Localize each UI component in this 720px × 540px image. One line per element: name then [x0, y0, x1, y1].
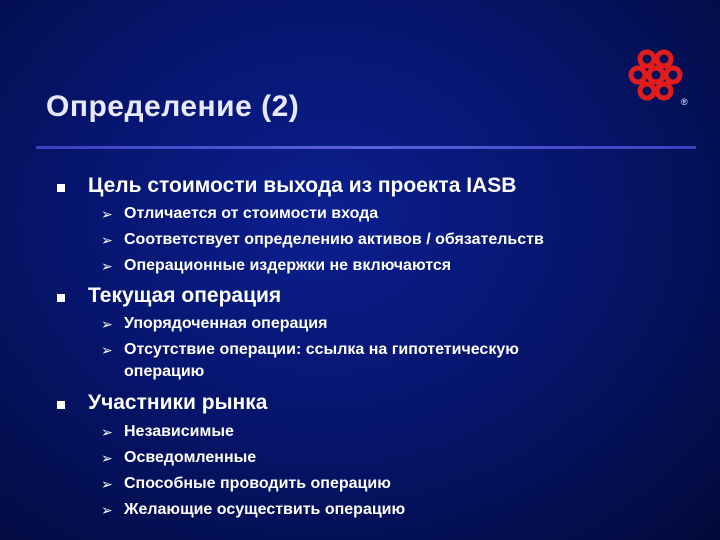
square-bullet-icon [57, 401, 65, 409]
arrow-bullet-icon: ➢ [101, 206, 113, 222]
bullet-1-sub-2: Соответствует определению активов / обязательств [124, 231, 544, 248]
bullet-2-text: Текущая операция [88, 284, 282, 307]
arrow-bullet-icon: ➢ [101, 232, 113, 248]
arrow-bullet-icon: ➢ [101, 450, 113, 466]
square-bullet-icon [57, 294, 65, 302]
bullet-1-text: Цель стоимости выхода из проекта IASB [88, 174, 517, 197]
bullet-3-sub-2: Осведомленные [124, 449, 257, 466]
arrow-bullet-icon: ➢ [101, 502, 113, 518]
registered-mark: ® [681, 97, 688, 107]
bullet-1-sub-3: Операционные издержки не включаются [124, 257, 452, 274]
bullet-2-sub-1: Упорядоченная операция [124, 315, 328, 332]
bullet-2-sub-2-cont: операцию [124, 363, 205, 380]
arrow-bullet-icon: ➢ [101, 316, 113, 332]
arrow-bullet-icon: ➢ [101, 424, 113, 440]
arrow-bullet-icon: ➢ [101, 342, 113, 358]
bullet-1-sub-1: Отличается от стоимости входа [124, 205, 379, 222]
square-bullet-icon [57, 184, 65, 192]
bullet-2-sub-2: Отсутствие операции: ссылка на гипотетическую [124, 341, 519, 358]
bullet-3-sub-1: Независимые [124, 423, 234, 440]
company-logo [627, 46, 689, 108]
slide-title: Определение (2) [46, 90, 300, 123]
bullet-3-sub-3: Способные проводить операцию [124, 475, 391, 492]
arrow-bullet-icon: ➢ [101, 258, 113, 274]
title-divider [36, 146, 696, 149]
bullet-3-sub-4: Желающие осуществить операцию [124, 501, 406, 518]
arrow-bullet-icon: ➢ [101, 476, 113, 492]
bullet-3-text: Участники рынка [88, 391, 268, 414]
